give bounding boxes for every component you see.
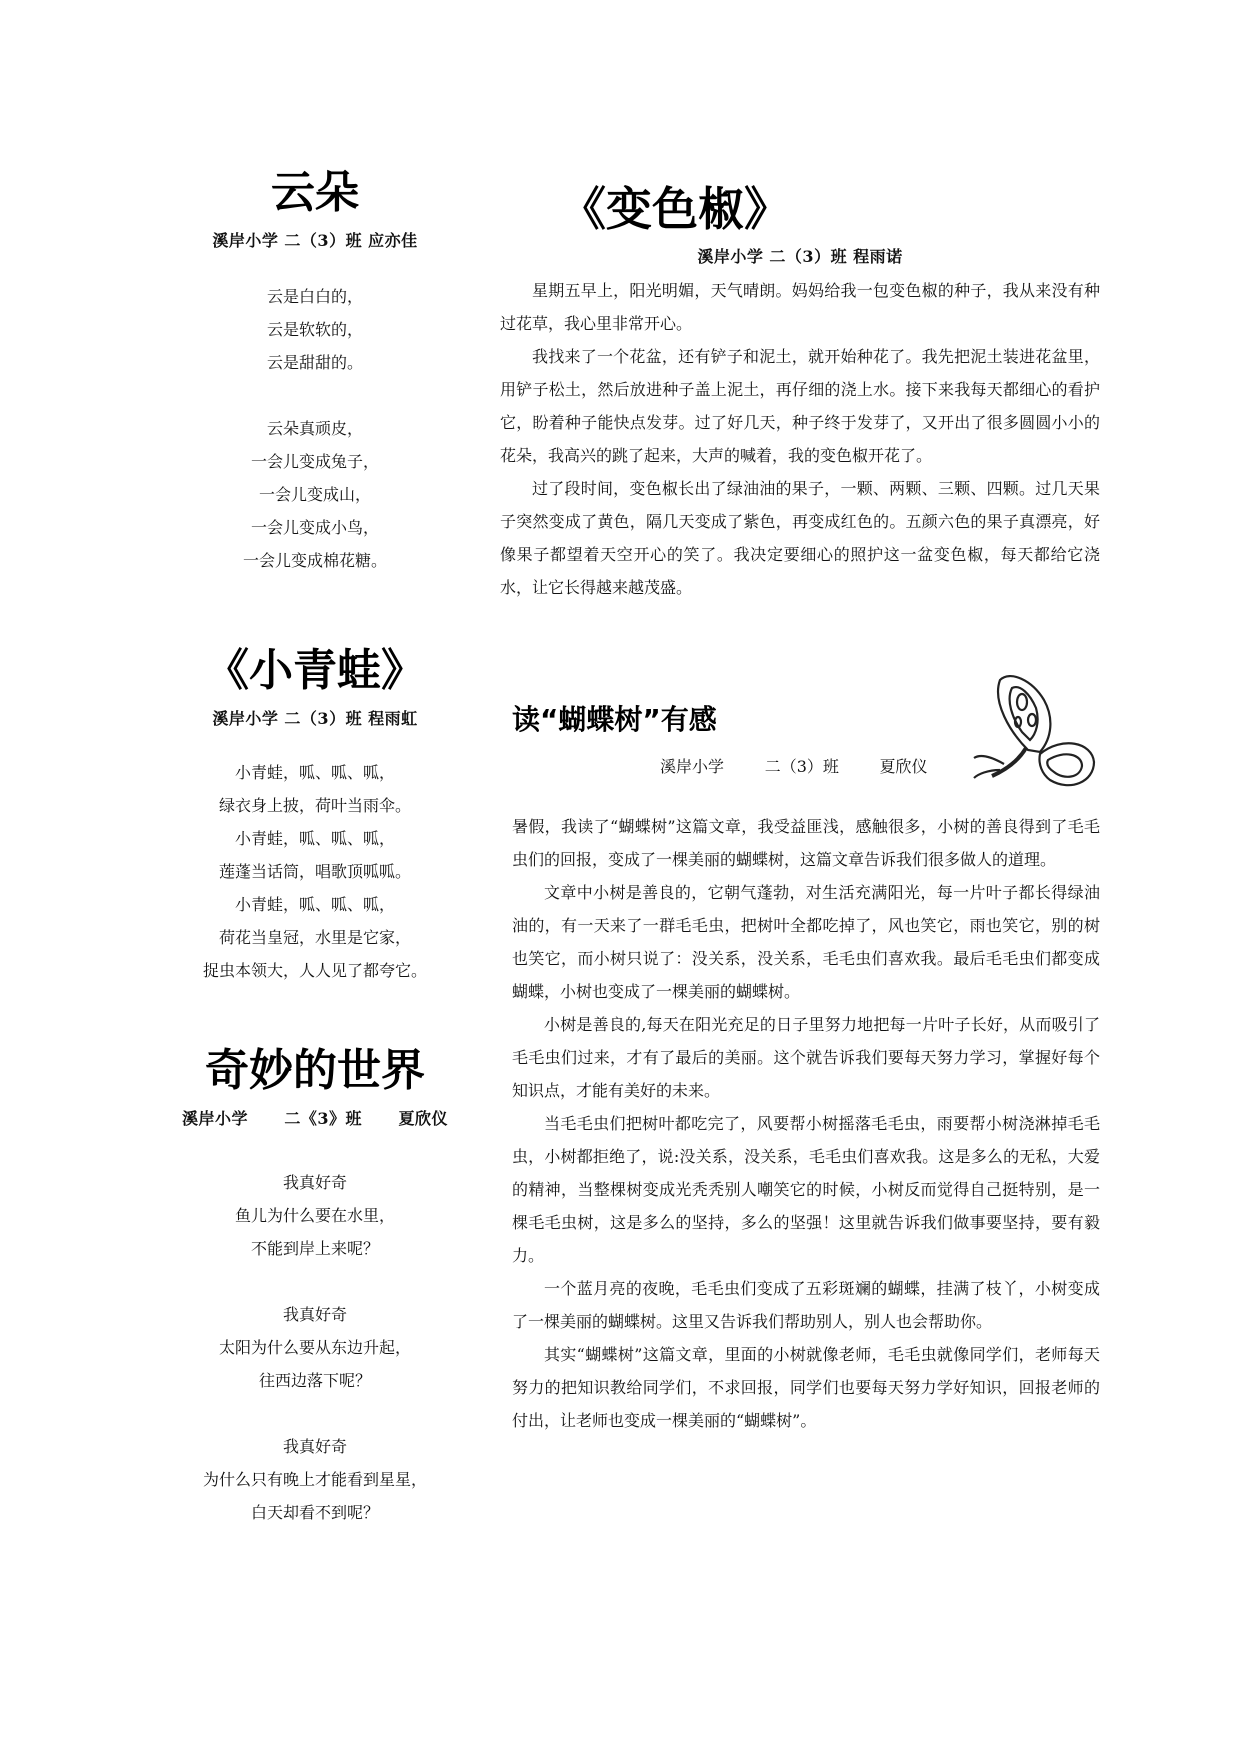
pepper-paragraph: 星期五早上，阳光明媚，天气晴朗。妈妈给我一包变色椒的种子，我从来没有种过花草，我心里非常开心。 — [500, 281, 1100, 333]
poem-line: 太阳为什么要从东边升起， — [218, 1338, 411, 1357]
poem-line: 荷花当皇冠，水里是它家， — [218, 928, 411, 947]
poem-line: 云是白白的， — [266, 287, 363, 306]
cloud-poem — [150, 162, 480, 577]
butterfly-paragraph: 其实“蝴蝶树”这篇文章，里面的小树就像老师，毛毛虫就像同学们，老师每天努力的把知识教给同学们，不求回报，同学们也要每天努力学好知识，回报老师的付出，让老师也变成一棵美丽的“蝴蝶树”。 — [512, 1345, 1100, 1430]
butterfly-icon — [970, 672, 1100, 792]
frog-poem — [150, 640, 480, 987]
poem-line: 一会儿变成小鸟， — [250, 518, 379, 537]
pepper-title: 《变色椒》 — [560, 182, 790, 236]
butterfly-paragraph: 暑假，我读了“蝴蝶树”这篇文章，我受益匪浅，感触很多，小树的善良得到了毛毛虫们的回报，变成了一棵美丽的蝴蝶树，这篇文章告诉我们很多做人的道理。 — [512, 817, 1100, 869]
butterfly-byline: 溪岸小学 二（3）班 夏欣仪 — [660, 757, 928, 776]
butterfly-title: 读“蝴蝶树”有感 — [512, 703, 717, 736]
pepper-paragraph: 我找来了一个花盆，还有铲子和泥土，就开始种花了。我先把泥土装进花盆里，用铲子松土，然后放进种子盖上泥土，再仔细的浇上水。接下来我每天都细心的看护它，盼着种子能快点发芽。过了好几天，种子终于发芽了，又开出了很多圆圆小小的花朵，我高兴的跳了起来，大声的喊着，我的变色椒开花了。 — [500, 347, 1100, 465]
poem-line: 小青蛙，呱、呱、呱， — [234, 895, 395, 914]
cloud-title: 云朵 — [271, 167, 359, 218]
poem-line: 一会儿变成兔子， — [250, 452, 379, 471]
cloud-byline: 溪岸小学 二（3）班 应亦佳 — [212, 231, 418, 250]
poem-line: 我真好奇 — [282, 1305, 347, 1324]
poem-line: 云朵真顽皮， — [266, 419, 363, 438]
poem-line: 不能到岸上来呢？ — [250, 1239, 379, 1258]
poem-line: 我真好奇 — [282, 1437, 347, 1456]
pepper-byline: 溪岸小学 二（3）班 程雨诺 — [697, 247, 903, 266]
frog-title: 《小青蛙》 — [205, 645, 425, 696]
poem-line: 绿衣身上披，荷叶当雨伞。 — [218, 796, 411, 815]
poem-line: 小青蛙，呱、呱、呱， — [234, 763, 395, 782]
poem-line: 捉虫本领大，人人见了都夸它。 — [202, 961, 427, 980]
poem-line: 一会儿变成棉花糖。 — [242, 551, 387, 570]
butterfly-upper-wing — [998, 676, 1050, 752]
poem-line: 云是甜甜的。 — [266, 353, 363, 372]
butterfly-paragraph: 文章中小树是善良的，它朝气蓬勃，对生活充满阳光，每一片叶子都长得绿油油的，有一天来了一群毛毛虫，把树叶全都吃掉了，风也笑它，雨也笑它，别的树也笑它，而小树只说了：没关系，没关系，毛毛虫们喜欢我。最后毛毛虫们都变成蝴蝶，小树也变成了一棵美丽的蝴蝶树。 — [512, 883, 1100, 1001]
world-poem-body — [150, 1166, 480, 1529]
world-title: 奇妙的世界 — [205, 1045, 425, 1096]
poem-line: 莲蓬当话筒，唱歌顶呱呱。 — [218, 862, 411, 881]
butterfly-paragraph: 一个蓝月亮的夜晚，毛毛虫们变成了五彩斑斓的蝴蝶，挂满了枝丫，小树变成了一棵美丽的蝴蝶树。这里又告诉我们帮助别人，别人也会帮助你。 — [512, 1279, 1100, 1331]
poem-line: 白天却看不到呢？ — [250, 1503, 379, 1522]
world-poem — [150, 1040, 480, 1529]
butterfly-paragraph: 当毛毛虫们把树叶都吃完了，风要帮小树摇落毛毛虫，雨要帮小树浇淋掉毛毛虫，小树都拒绝了，说:没关系，没关系，毛毛虫们喜欢我。这是多么的无私，大爱的精神，当整棵树变成光秃秃别人嘲笑它的时候，小树反而觉得自己挺特别，是一棵毛毛虫树，这是多么的坚持，多么的坚强！这里就告诉我们做事要坚持，要有毅力。 — [512, 1114, 1100, 1265]
cloud-poem-body — [150, 280, 480, 577]
poem-line: 鱼儿为什么要在水里， — [234, 1206, 395, 1225]
pepper-article — [500, 178, 1100, 604]
poem-line: 我真好奇 — [282, 1173, 347, 1192]
poem-line: 往西边落下呢？ — [258, 1371, 371, 1390]
poem-line: 云是软软的， — [266, 320, 363, 339]
poem-line: 为什么只有晚上才能看到星星， — [202, 1470, 427, 1489]
butterfly-article — [512, 810, 1100, 1437]
world-byline: 溪岸小学 二《3》班 夏欣仪 — [182, 1109, 448, 1128]
butterfly-paragraph: 小树是善良的,每天在阳光充足的日子里努力地把每一片叶子长好，从而吸引了毛毛虫们过来，才有了最后的美丽。这个就告诉我们要每天努力学习，掌握好每个知识点，才能有美好的未来。 — [512, 1015, 1100, 1100]
pepper-paragraph: 过了段时间，变色椒长出了绿油油的果子，一颗、两颗、三颗、四颗。过几天果子突然变成了黄色，隔几天变成了紫色，再变成红色的。五颜六色的果子真漂亮，好像果子都望着天空开心的笑了。我决定要细心的照护这一盆变色椒，每天都给它浇水，让它长得越来越茂盛。 — [500, 479, 1100, 597]
frog-byline: 溪岸小学 二（3）班 程雨虹 — [212, 709, 418, 728]
poem-line: 一会儿变成山， — [258, 485, 371, 504]
poem-line: 小青蛙，呱、呱、呱， — [234, 829, 395, 848]
frog-poem-body — [150, 756, 480, 987]
